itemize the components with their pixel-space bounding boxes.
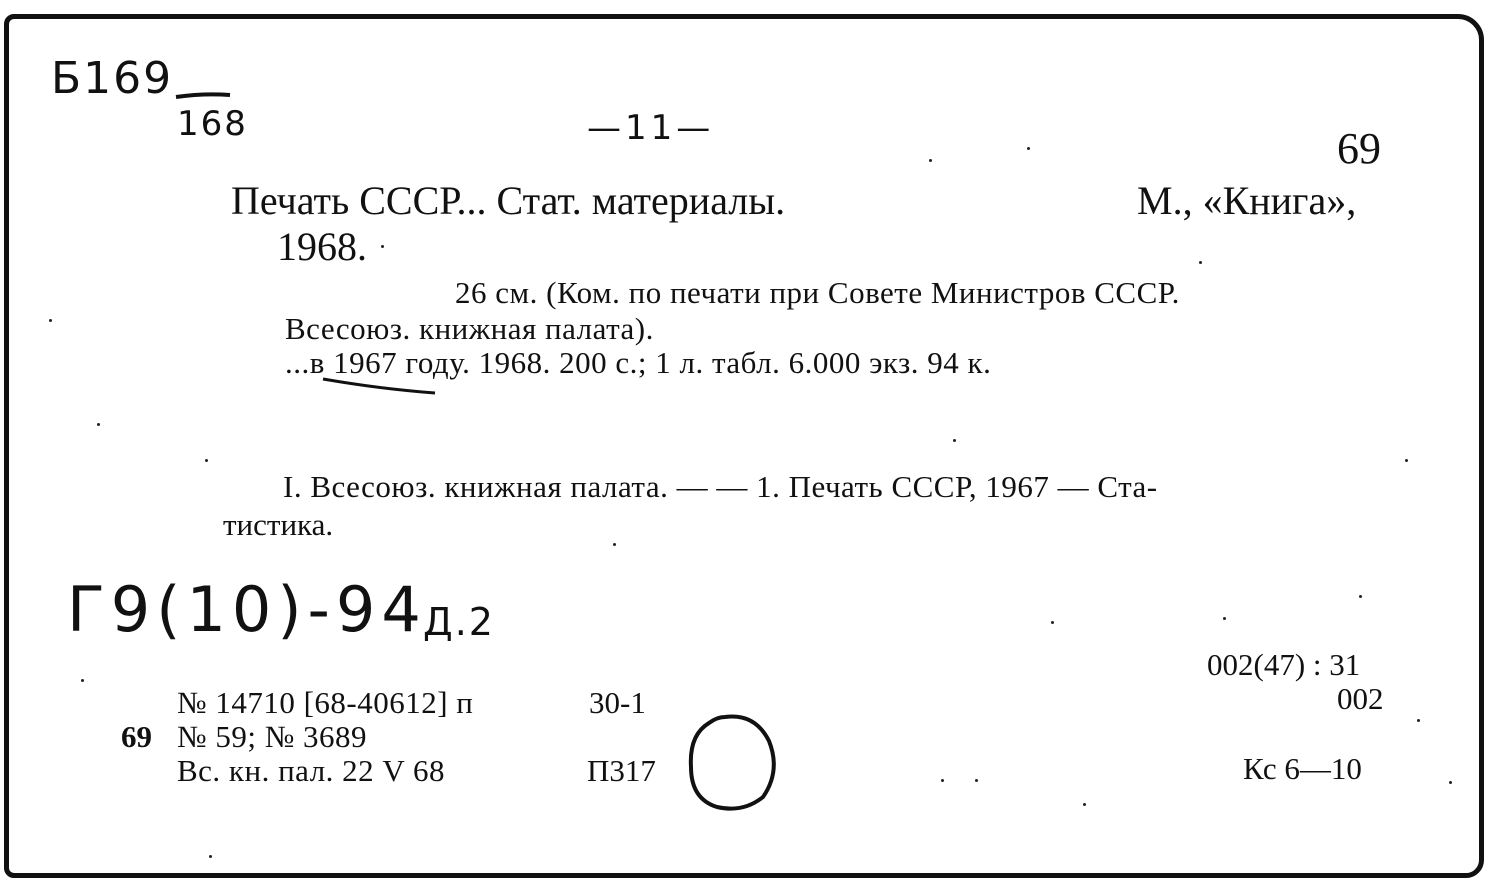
speck xyxy=(1083,803,1086,806)
footer-print-code: П317 xyxy=(587,753,656,788)
speck xyxy=(49,319,52,322)
entry-year: 1968. xyxy=(277,224,367,269)
card-number: 69 xyxy=(1337,124,1381,173)
speck xyxy=(1027,147,1030,150)
speck xyxy=(205,459,208,462)
entry-org-cont: Всесоюз. книжная палата). xyxy=(285,311,654,346)
speck xyxy=(1051,621,1054,624)
handwritten-underline xyxy=(174,89,234,103)
speck xyxy=(81,679,84,682)
entry-volume-line: ...в 1967 году. 1968. 200 с.; 1 л. табл. 6.000 экз. 94 к. xyxy=(285,345,992,380)
entry-size-org: 26 см. (Ком. по печати при Совете Министров СССР. xyxy=(455,275,1180,310)
speck xyxy=(953,439,956,442)
tracings-line-2: тистика. xyxy=(223,507,334,542)
speck xyxy=(1199,261,1202,264)
speck xyxy=(1449,781,1452,784)
speck xyxy=(97,423,100,426)
footer-chamber: Вс. кн. пал. 22 V 68 xyxy=(177,753,446,788)
footer-order-code: 30-1 xyxy=(589,685,646,720)
handwritten-shelf-number: Б169 xyxy=(51,53,174,104)
speck xyxy=(613,543,616,546)
speck xyxy=(209,855,212,858)
speck xyxy=(1405,459,1408,462)
handwritten-classification: Г9(10)-94 xyxy=(67,573,427,646)
tracings-line-1: I. Всесоюз. книжная палата. — — 1. Печать СССР, 1967 — Ста- xyxy=(283,469,1158,504)
handwritten-page-mark: —11— xyxy=(587,108,715,148)
speck xyxy=(975,779,978,782)
handwritten-classification-suffix: Д.2 xyxy=(423,600,495,644)
speck xyxy=(1417,719,1420,722)
catalog-card xyxy=(4,14,1484,878)
underline-mark xyxy=(321,375,441,399)
footer-order-line: № 14710 [68-40612] п xyxy=(177,685,474,720)
speck xyxy=(381,245,384,248)
footer-kc: Кс 6—10 xyxy=(1243,751,1362,786)
footer-udc-2: 002 xyxy=(1337,681,1384,716)
speck xyxy=(1223,617,1226,620)
drawn-circle xyxy=(685,711,781,815)
footer-card-ref: № 59; № 3689 xyxy=(177,719,368,754)
entry-title: Печать СССР... Стат. материалы. xyxy=(231,178,786,223)
speck xyxy=(1359,595,1362,598)
speck xyxy=(929,159,932,162)
footer-udc-1: 002(47) : 31 xyxy=(1207,647,1361,682)
handwritten-sub-number: 168 xyxy=(177,104,248,144)
speck xyxy=(941,779,944,782)
footer-card-ref-number: 69 xyxy=(121,719,152,754)
entry-publisher: М., «Книга», xyxy=(1137,178,1357,223)
